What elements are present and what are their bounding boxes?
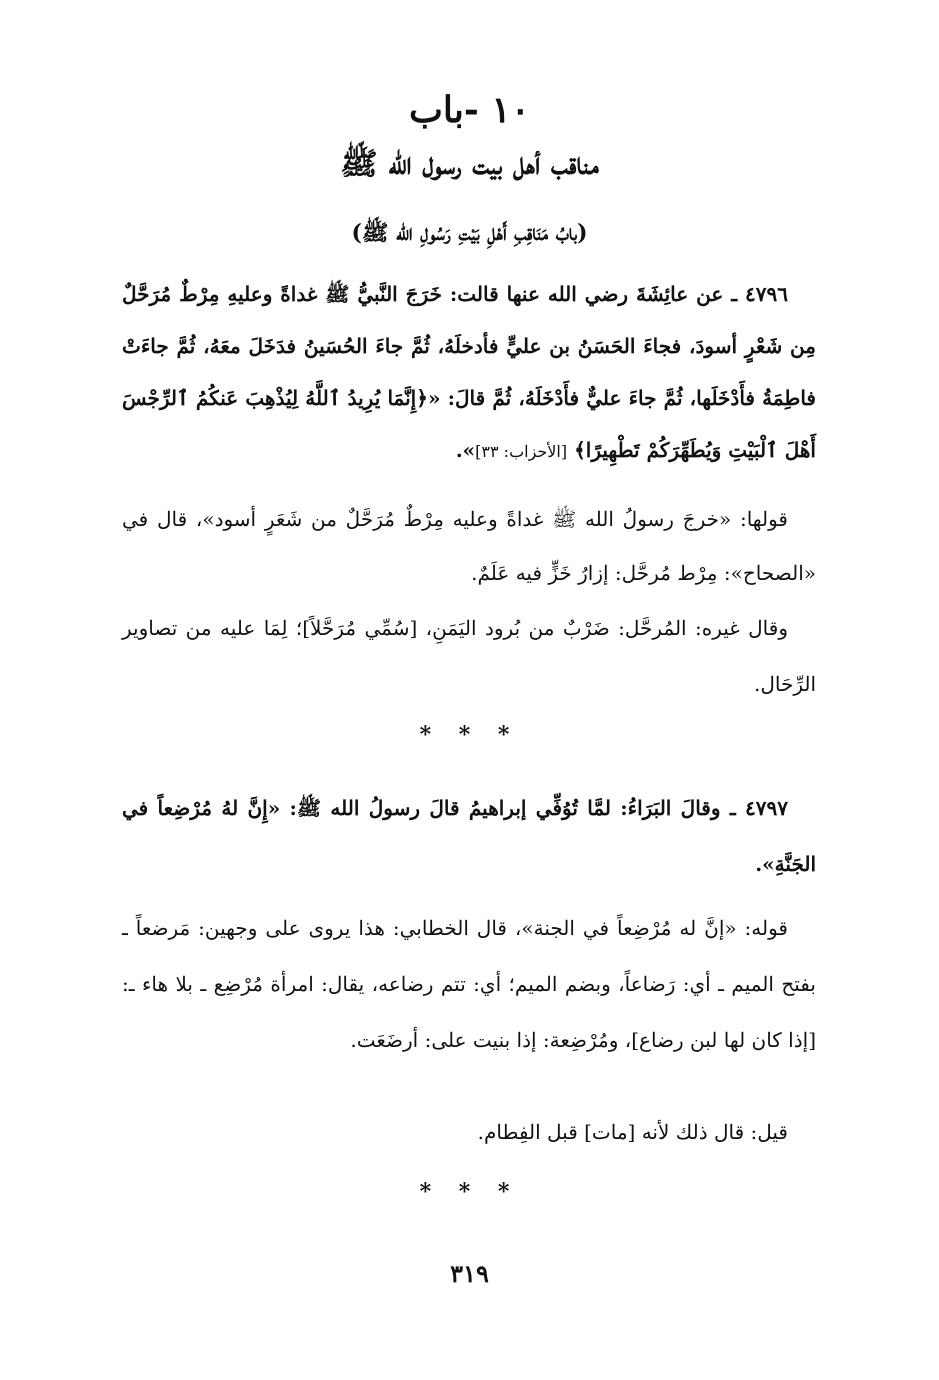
section-separator: * * * (419, 1179, 520, 1205)
commentary-4797-2-text: قيل: قال ذلك لأنه [مات] قبل الفِطام. (477, 1120, 788, 1144)
hadith-4797-text: ٤٧٩٧ ـ وقالَ البَرَاءُ: لمَّا تُوُفِّي إبراهيمُ قالَ رسولُ الله ﷺ: «إِنَّ لهُ مُرْضِعاً في الجَنَّةِ». (122, 796, 816, 876)
section-separator: * * * (419, 722, 520, 748)
hadith-4796-text: ٤٧٩٦ ـ عن عائِشَةَ رضي الله عنها قالت: خَرَجَ النَّبيُّ ﷺ غداةً وعليهِ مِرْطٌ مُرَحَّلٌ مِن شَعْرٍ أسودَ، فجاءَ الحَسَنُ بن عليٍّ فأدخلَهُ، ثُمَّ جاءَ الحُسَينُ فدَخَلَ معَهُ، ثُمَّ جاءَتْ فاطِمَةُ فأَدْخَلَها، ثُمَّ جاءَ عليٌّ فأَدْخَلَهُ، ثُمَّ قالَ: (122, 282, 816, 410)
page-number: ٣١٩ (450, 1259, 489, 1288)
commentary-4796-2-text: وقال غيره: المُرحَّل: ضَرْبٌ من بُرود اليَمَنِ، [سُمِّي مُرَحَّلاً]؛ لِمَا عليه من تصاوير الرِّحَال. (122, 616, 816, 696)
chapter-title: مناقب أهل بيت رسول الله ﷺ (340, 146, 599, 182)
quran-reference: [الأحزاب: ٣٣] (475, 442, 568, 461)
hadith-4797-paragraph (122, 780, 816, 892)
section-title: (بابُ مَنَاقِبِ أَهْلِ بَيْتِ رَسُولِ الله ﷺ) (351, 220, 588, 246)
chapter-number: ١٠ -باب (408, 89, 531, 131)
commentary-4796-1-text: قولها: «خرجَ رسولُ الله ﷺ غداةً وعليه مِرْطٌ مُرَحَّلٌ من شَعَرٍ أسود»، قال في «الصحاح»: مِرْط مُرحَّل: إزارُ خَزٍّ فيه عَلَمٌ. (122, 507, 816, 585)
commentary-4796-2 (122, 600, 816, 712)
commentary-4797-1 (122, 900, 816, 1068)
hadith-4796-paragraph (122, 268, 816, 478)
hadith-4796-end: ». (455, 438, 476, 462)
commentary-4796-1 (122, 492, 816, 600)
commentary-4797-2 (122, 1104, 816, 1160)
commentary-4797-1-text: قوله: «إنَّ له مُرْضِعاً في الجنة»، قال الخطابي: هذا يروى على وجهين: مَرضعاً ـ بفتح الميم ـ أي: رَضاعاً، وبضم الميم؛ أي: تتم رضاعه، يقال: امرأة مُرْضِع ـ بلا هاء ـ: [إذا كان لها لبن رضاع]، ومُرْضِعة: إذا بنيت على: أرضَعَت. (122, 916, 816, 1052)
quran-verse: «﴿إِنَّمَا يُرِيدُ ٱللَّهُ لِيُذْهِبَ عَنكُمُ ٱلرِّجْسَ أَهْلَ ٱلْبَيْتِ وَيُطَهِّرَكُمْ تَطْهِيرًا﴾ (122, 386, 816, 462)
